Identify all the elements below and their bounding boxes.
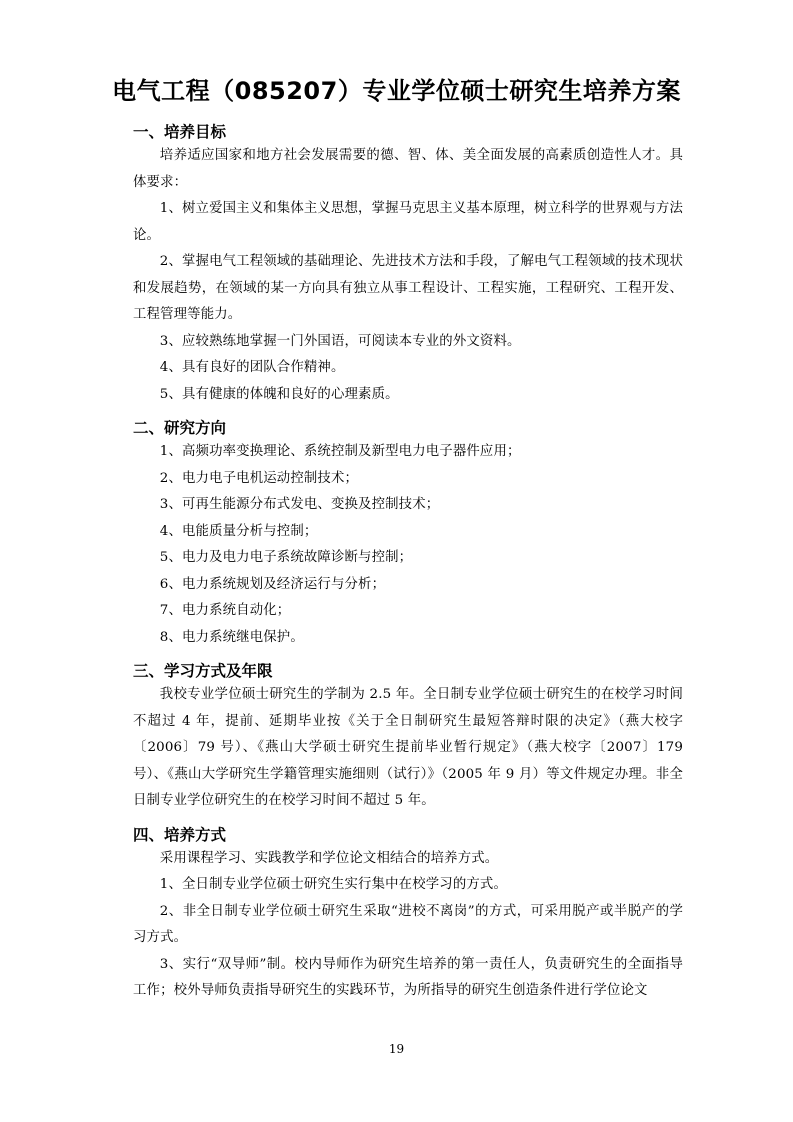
document-title: 电气工程（085207）专业学位硕士研究生培养方案 [112, 77, 681, 105]
paragraph: 3、实行“双导师”制。校内导师作为研究生培养的第一责任人，负责研究生的全面指导工作；校外导师负责指导研究生的实践环节，为所指导的研究生创造条件进行学位论文 [133, 956, 683, 998]
list-item: 6、电力系统规划及经济运行与分析； [159, 576, 386, 592]
list-item: 1、高频功率变换理论、系统控制及新型电力电子器件应用； [159, 444, 521, 459]
list-item: 4、电能质量分析与控制； [159, 523, 318, 539]
paragraph: 1、树立爱国主义和集体主义思想，掌握马克思主义基本原理，树立科学的世界观与方法论。 [133, 201, 684, 243]
list-item: 3、可再生能源分布式发电、变换及控制技术； [159, 497, 440, 512]
paragraph: 2、掌握电气工程领域的基础理论、先进技术方法和手段，了解电气工程领域的技术现状和发展趋势，在领域的某一方向具有独立从事工程设计、工程实施，工程研究、工程开发、工程管理等能力。 [133, 254, 684, 322]
page-number: 19 [388, 1042, 405, 1056]
list-item: 2、电力电子电机运动控制技术； [159, 470, 359, 486]
document-body [133, 121, 683, 1005]
paragraph: 我校专业学位硕士研究生的学制为 2.5 年。全日制专业学位硕士研究生的在校学习时间不超过 4 年，提前、延期毕业按《关于全日制研究生最短答辩时限的决定》（燕大校字〔2006〕79 号）、《燕山大学硕士研究生提前毕业暂行规定》（燕大校字〔2007〕179 号）、《燕山大学研究生学籍管理实施细则（试行）》（2005 年 9 月）等文件规定办理。非全日制专业学位研究生的在校学习时间不超过 5 年。 [133, 687, 683, 808]
list-item: 7、电力系统自动化； [159, 603, 291, 618]
section-heading: 三、学习方式及年限 [133, 662, 273, 680]
paragraph: 3、应较熟练地掌握一门外国语，可阅读本专业的外文资料。 [159, 333, 521, 349]
section-study-mode-duration [133, 660, 683, 815]
list-item: 5、电力及电力电子系统故障诊断与控制； [159, 550, 413, 565]
section-heading: 四、培养方式 [133, 825, 227, 844]
section-training-goals [133, 121, 683, 408]
list-item: 8、电力系统继电保护。 [159, 629, 304, 645]
section-heading: 一、培养目标 [133, 123, 227, 141]
paragraph: 5、具有健康的体魄和良好的心理素质。 [159, 386, 399, 402]
paragraph: 4、具有良好的团队合作精神。 [159, 360, 345, 375]
paragraph: 2、非全日制专业学位硕士研究生采取“进校不离岗”的方式，可采用脱产或半脱产的学习方式。 [133, 903, 683, 945]
section-training-method [133, 824, 683, 1005]
paragraph: 采用课程学习、实践教学和学位论文相结合的培养方式。 [159, 850, 499, 866]
paragraph: 1、全日制专业学位硕士研究生实行集中在校学习的方式。 [159, 877, 507, 892]
section-research-directions [133, 417, 683, 651]
paragraph: 培养适应国家和地方社会发展需要的德、智、体、美全面发展的高素质创造性人才。具体要求： [133, 148, 683, 190]
section-heading: 二、研究方向 [133, 419, 227, 437]
